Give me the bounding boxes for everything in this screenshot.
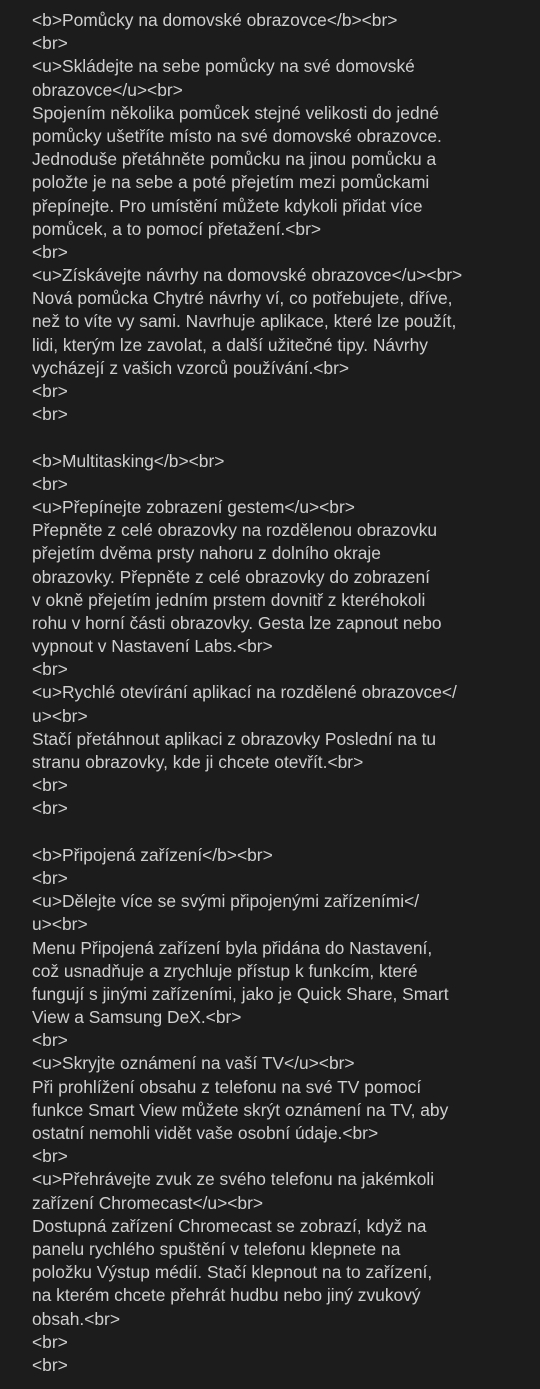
text-line: obrazovce</u><br>: [32, 79, 183, 100]
text-line: <b>Připojená zařízení</b><br>: [32, 844, 273, 865]
text-line: než to víte vy sami. Navrhuje aplikace, které lze použít,: [32, 311, 457, 332]
text-line: což usnadňuje a zrychluje přístup k funkcím, které: [32, 960, 418, 981]
text-line: <br>: [32, 659, 68, 680]
text-line: <u>Skryjte oznámení na vaší TV</u><br>: [32, 1053, 355, 1074]
text-line: Při prohlížení obsahu z telefonu na své TV pomocí: [32, 1076, 422, 1097]
text-line: položku Výstup médií. Stačí klepnout na to zařízení,: [32, 1262, 433, 1283]
text-line: stranu obrazovky, kde ji chcete otevřít.<br>: [32, 752, 364, 772]
text-line: <br>: [32, 867, 68, 888]
text-line: View a Samsung DeX.<br>: [32, 1007, 242, 1028]
text-line: Jednoduše přetáhněte pomůcku na jinou pomůcku a: [32, 149, 437, 170]
text-line: vycházejí z vašich vzorců používání.<br>: [32, 357, 350, 378]
text-line: zařízení Chromecast</u><br>: [32, 1192, 264, 1213]
text-line: [32, 426, 530, 449]
text-line: pomůcek, a to pomocí přetažení.<br>: [32, 218, 322, 239]
text-line: <b>Multitasking</b><br>: [32, 450, 225, 471]
text-line: <br>: [32, 1354, 68, 1375]
text-line: <br>: [32, 404, 68, 425]
text-line: lidi, kterým lze zavolat, a další užitečné tipy. Návrhy: [32, 334, 428, 355]
text-line: u><br>: [32, 914, 88, 935]
text-line: přejetím dvěma prsty nahoru z dolního okraje: [32, 543, 381, 564]
text-line: <u>Rychlé otevírání aplikací na rozdělené obrazovce</: [32, 682, 457, 703]
text-line: <u>Přepínejte zobrazení gestem</u><br>: [32, 496, 355, 517]
text-line: Dostupná zařízení Chromecast se zobrazí, když na: [32, 1215, 427, 1236]
text-line: <br>: [32, 798, 68, 819]
text-line: rohu v horní části obrazovky. Gesta lze zapnout nebo: [32, 612, 442, 633]
text-line: panelu rychlého spuštění v telefonu klepnete na: [32, 1238, 401, 1259]
text-line: přepínejte. Pro umístění můžete kdykoli přidat více: [32, 195, 423, 216]
text-line: <br>: [32, 1146, 68, 1167]
text-line: <br>: [32, 241, 68, 262]
text-line: fungují s jinými zařízeními, jako je Quick Share, Smart: [32, 983, 449, 1004]
text-line: <br>: [32, 1331, 68, 1352]
text-line: <u>Dělejte více se svými připojenými zařízeními</: [32, 891, 420, 912]
text-line: <b>Pomůcky na domovské obrazovce</b><br>: [32, 10, 398, 30]
text-line: funkce Smart View můžete skrýt oznámení na TV, aby: [32, 1099, 449, 1120]
text-line: pomůcky ušetříte místo na své domovské obrazovce.: [32, 125, 442, 146]
text-line: u><br>: [32, 705, 88, 726]
text-line: Přepněte z celé obrazovky na rozdělenou obrazovku: [32, 520, 438, 541]
text-line: vypnout v Nastavení Labs.<br>: [32, 636, 273, 657]
text-line: <br>: [32, 473, 68, 494]
text-line: Stačí přetáhnout aplikaci z obrazovky Poslední na tu: [32, 728, 437, 749]
text-line: na kterém chcete přehrát hudbu nebo jiný zvukový: [32, 1285, 421, 1306]
text-line: <u>Skládejte na sebe pomůcky na své domovské: [32, 56, 415, 77]
text-line: v okně přejetím jedním prstem dovnitř z kteréhokoli: [32, 589, 426, 610]
text-line: Menu Připojená zařízení byla přidána do Nastavení,: [32, 937, 433, 958]
text-line: <br>: [32, 381, 68, 401]
text-line: <u>Přehrávejte zvuk ze svého telefonu na jakémkoli: [32, 1169, 435, 1190]
text-line: Nová pomůcka Chytré návrhy ví, co potřebujete, dříve,: [32, 288, 453, 309]
text-line: <br>: [32, 1030, 68, 1051]
text-line: položte je na sebe a poté přejetím mezi pomůckami: [32, 172, 430, 193]
text-line: [32, 821, 530, 844]
text-line: <br>: [32, 33, 68, 54]
text-line: <br>: [32, 775, 68, 796]
text-line: Spojením několika pomůcek stejné velikosti do jedné: [32, 102, 439, 123]
text-line: <u>Získávejte návrhy na domovské obrazovce</u><br>: [32, 265, 463, 286]
text-line: ostatní nemohli vidět vaše osobní údaje.<br>: [32, 1123, 379, 1143]
text-line: obrazovky. Přepněte z celé obrazovky do zobrazení: [32, 566, 430, 587]
text-line: obsah.<br>: [32, 1308, 120, 1329]
